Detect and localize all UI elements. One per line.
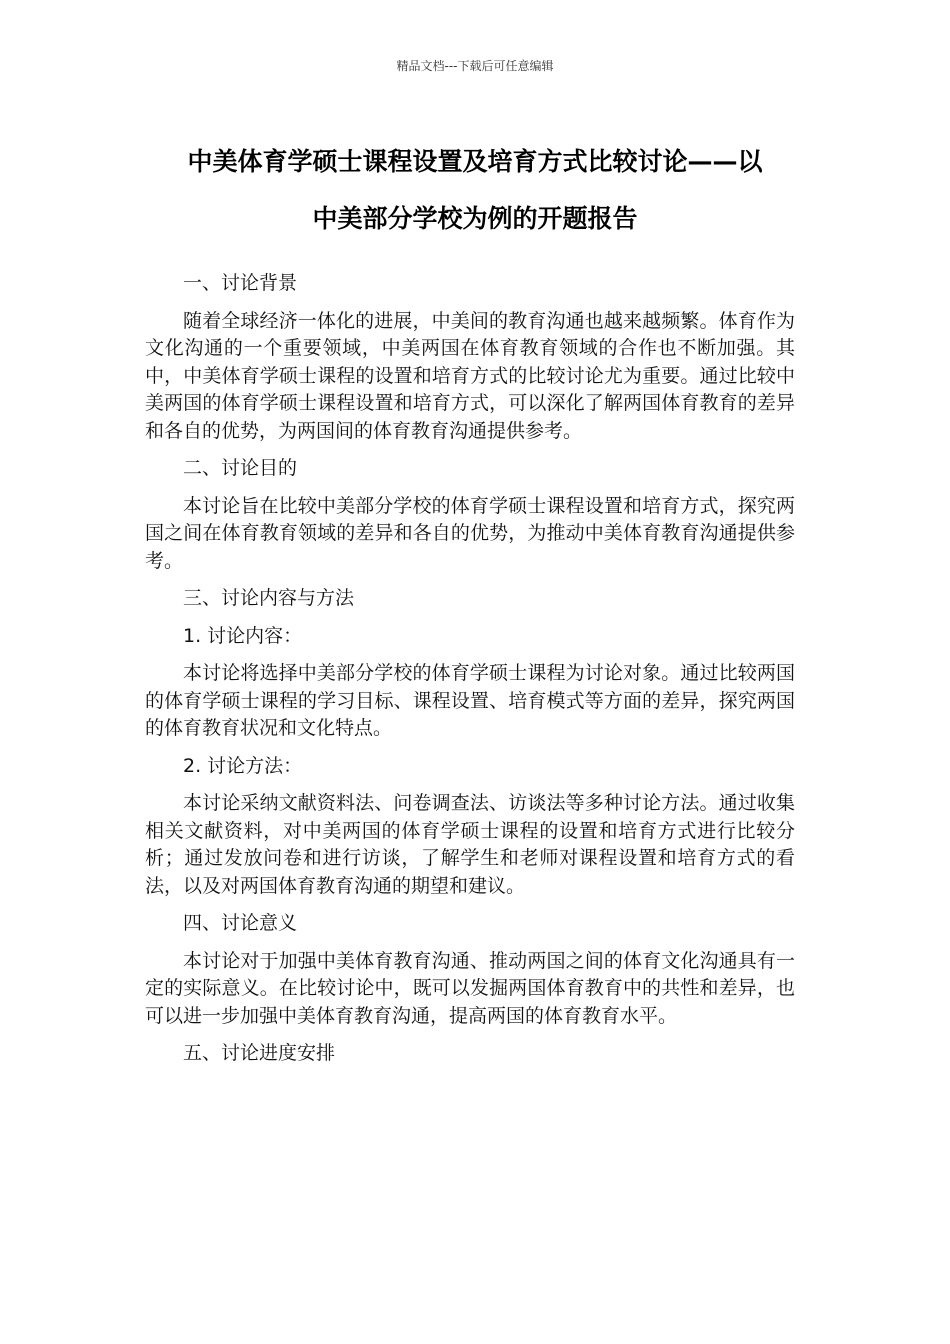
document-title bbox=[140, 133, 810, 247]
section-body-background: 随着全球经济一体化的进展，中美间的教育沟通也越来越频繁。体育作为文化沟通的一个重要领域，中美两国在体育教育领域的合作也不断加强。其中，中美体育学硕士课程的设置和培育方式的比较讨论尤为重要。通过比较中美两国的体育学硕士课程设置和培育方式，可以深化了解两国体育教育的差异和各自的优势，为两国间的体育教育沟通提供参考。 bbox=[145, 309, 795, 442]
section-heading-schedule: 五、讨论进度安排 bbox=[183, 1042, 336, 1064]
subheading-content: 1. 讨论内容： bbox=[183, 624, 303, 647]
subheading-method: 2. 讨论方法： bbox=[183, 754, 303, 777]
section-heading-purpose: 二、讨论目的 bbox=[183, 457, 298, 479]
section-heading-background: 一、讨论背景 bbox=[183, 272, 298, 294]
section-heading-content-method: 三、讨论内容与方法 bbox=[183, 587, 355, 609]
document-title-line-1: 中美体育学硕士课程设置及培育方式比较讨论——以 bbox=[187, 147, 763, 176]
subsection-body-content: 本讨论将选择中美部分学校的体育学硕士课程为讨论对象。通过比较两国的体育学硕士课程的学习目标、课程设置、培育模式等方面的差异，探究两国的体育教育状况和文化特点。 bbox=[145, 662, 795, 739]
document-body bbox=[145, 270, 795, 1078]
page-header-note: 精品文档---下载后可任意编辑 bbox=[396, 59, 554, 73]
subsection-body-method: 本讨论采纳文献资料法、问卷调查法、访谈法等多种讨论方法。通过收集相关文献资料，对中美两国的体育学硕士课程的设置和培育方式进行比较分析；通过发放问卷和进行访谈，了解学生和老师对课程设置和培育方式的看法，以及对两国体育教育沟通的期望和建议。 bbox=[145, 792, 795, 897]
section-heading-significance: 四、讨论意义 bbox=[183, 912, 298, 934]
section-body-significance: 本讨论对于加强中美体育教育沟通、推动两国之间的体育文化沟通具有一定的实际意义。在比较讨论中，既可以发掘两国体育教育中的共性和差异，也可以进一步加强中美体育教育沟通，提高两国的体育教育水平。 bbox=[145, 949, 795, 1027]
document-title-line-2: 中美部分学校为例的开题报告 bbox=[312, 204, 638, 233]
section-body-purpose: 本讨论旨在比较中美部分学校的体育学硕士课程设置和培育方式，探究两国之间在体育教育领域的差异和各自的优势，为推动中美体育教育沟通提供参考。 bbox=[145, 494, 795, 572]
